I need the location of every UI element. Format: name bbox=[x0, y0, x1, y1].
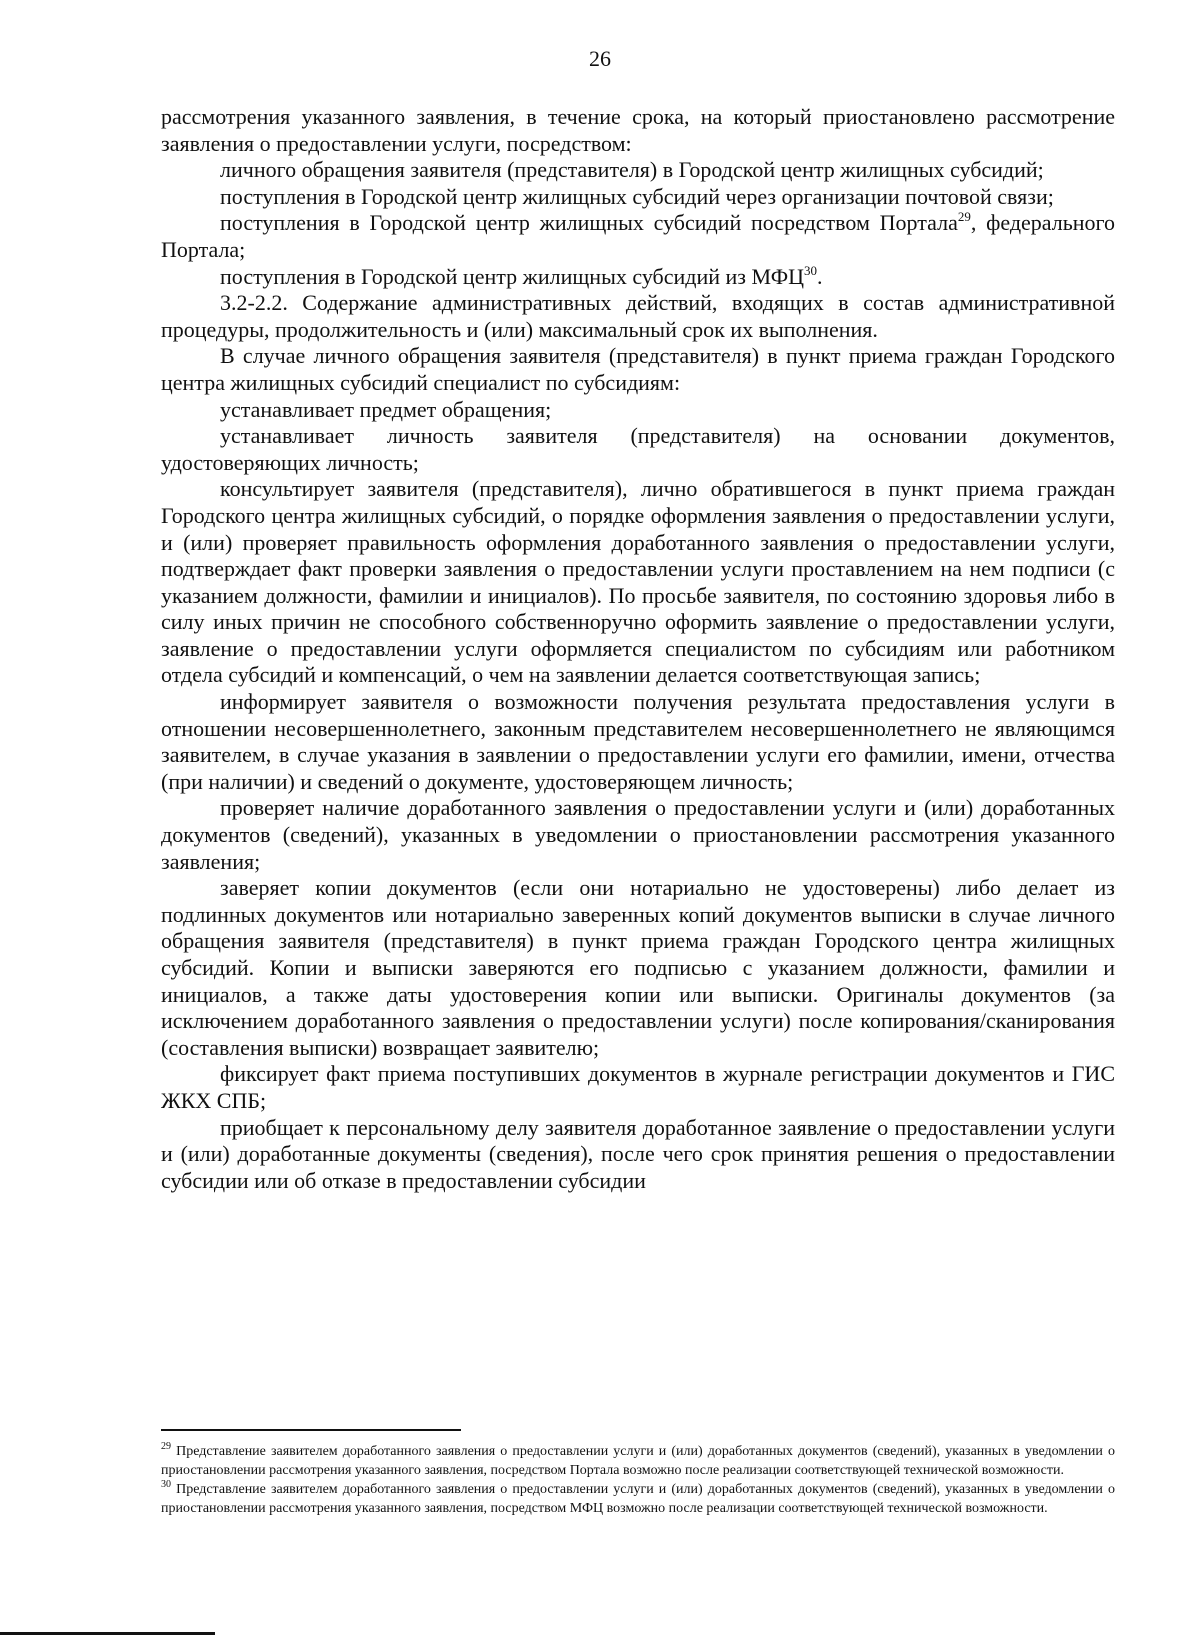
footnote-29 bbox=[161, 1442, 1115, 1480]
footnote-ref-30: 30 bbox=[804, 262, 818, 278]
footnote-divider bbox=[161, 1429, 461, 1431]
paragraph-personal-appeal: личного обращения заявителя (представителя) в Городской центр жилищных субсидий; bbox=[220, 157, 1044, 183]
footnote-30-mark: 30 bbox=[161, 1479, 171, 1490]
footnote-29-text: Представление заявителем доработанного заявления о предоставлении услуги и (или) доработанных документов (сведений), указанных в уведомлении о приостановлении рассмотрения указанного заявления, посредством Портала возможно после реализации соответствующей технической возможности. bbox=[161, 1444, 1115, 1478]
footnote-29-mark: 29 bbox=[161, 1441, 171, 1452]
paragraph-subject: устанавливает предмет обращения; bbox=[220, 396, 552, 422]
paragraph-postal: поступления в Городской центр жилищных субсидий через организации почтовой связи; bbox=[220, 183, 1054, 209]
paragraph-portal-after: , федерального Портала; bbox=[161, 210, 1116, 262]
paragraph-consults: консультирует заявителя (представителя), лично обратившегося в пункт приема граждан Городского центра жилищных субсидий, о порядке оформления заявления о предоставлении услуги, и (или) проверяет правильность оформления доработанного заявления о предоставлении услуги, подтверждает факт проверки заявления о предоставлении услуги проставлением на нем подписи (с указанием должности, фамилии и инициалов). По просьбе заявителя, по состоянию здоровья либо в силу иных причин не способного собственноручно оформить заявление о предоставлении услуги, заявление о предоставлении услуги оформляется специалистом по субсидиям или работником отдела субсидий и компенсаций, о чем на заявлении делается соответствующая запись; bbox=[161, 476, 1115, 688]
paragraph-checks: проверяет наличие доработанного заявления о предоставлении услуги и (или) доработанных документов (сведений), указанных в уведомлении о приостановлении рассмотрения указанного заявления; bbox=[161, 795, 1115, 874]
paragraph-continuation: рассмотрения указанного заявления, в течение срока, на который приостановлено рассмотрение заявления о предоставлении услуги, посредством: bbox=[161, 104, 1115, 156]
scan-edge-mark bbox=[0, 1632, 215, 1635]
paragraph-informs: информирует заявителя о возможности получения результата предоставления услуги в отношении несовершеннолетнего, законным представителем несовершеннолетнего не являющимся заявителем, в случае указания в заявлении о предоставлении услуги его фамилии, имени, отчества (при наличии) и сведений о документе, удостоверяющем личность; bbox=[161, 689, 1115, 794]
paragraph-mfc bbox=[161, 264, 1115, 291]
page-number: 26 bbox=[589, 46, 611, 71]
paragraph-portal-text: поступления в Городской центр жилищных субсидий посредством Портала bbox=[220, 210, 958, 236]
paragraph-section-3-2-2-2: 3.2-2.2. Содержание административных действий, входящих в состав административной процедуры, продолжительность и (или) максимальный срок их выполнения. bbox=[161, 290, 1115, 342]
paragraph-attaches: приобщает к персональному делу заявителя доработанное заявление о предоставлении услуги и (или) доработанные документы (сведения), после чего срок принятия решения о предоставлении субсидии или об отказе в предоставлении субсидии bbox=[161, 1114, 1115, 1193]
footnotes bbox=[161, 1442, 1115, 1518]
paragraph-records: фиксирует факт приема поступивших документов в журнале регистрации документов и ГИС ЖКХ СПБ; bbox=[161, 1061, 1115, 1113]
paragraph-identity: устанавливает личность заявителя (представителя) на основании документов, удостоверяющих личность; bbox=[161, 423, 1115, 475]
paragraph-personal-case: В случае личного обращения заявителя (представителя) в пункт приема граждан Городского центра жилищных субсидий специалист по субсидиям: bbox=[161, 343, 1115, 395]
footnote-30-text: Представление заявителем доработанного заявления о предоставлении услуги и (или) доработанных документов (сведений), указанных в уведомлении о приостановлении рассмотрения указанного заявления, посредством МФЦ возможно после реализации соответствующей технической возможности. bbox=[161, 1482, 1115, 1516]
main-text bbox=[161, 104, 1115, 1194]
paragraph-mfc-text: поступления в Городской центр жилищных субсидий из МФЦ bbox=[220, 263, 805, 289]
footnote-30 bbox=[161, 1480, 1115, 1518]
footnote-ref-29: 29 bbox=[957, 209, 971, 225]
paragraph-certifies: заверяет копии документов (если они нотариально не удостоверены) либо делает из подлинных документов или нотариально заверенных копий документов выписки в случае личного обращения заявителя (представителя) в пункт приема граждан Городского центра жилищных субсидий. Копии и выписки заверяются его подписью с указанием должности, фамилии и инициалов, а также даты удостоверения копии или выписки. Оригиналы документов (за исключением доработанного заявления о предоставлении услуги) после копирования/сканирования (составления выписки) возвращает заявителю; bbox=[161, 875, 1115, 1060]
paragraph-portal bbox=[161, 210, 1115, 263]
paragraph-mfc-after: . bbox=[817, 263, 823, 289]
